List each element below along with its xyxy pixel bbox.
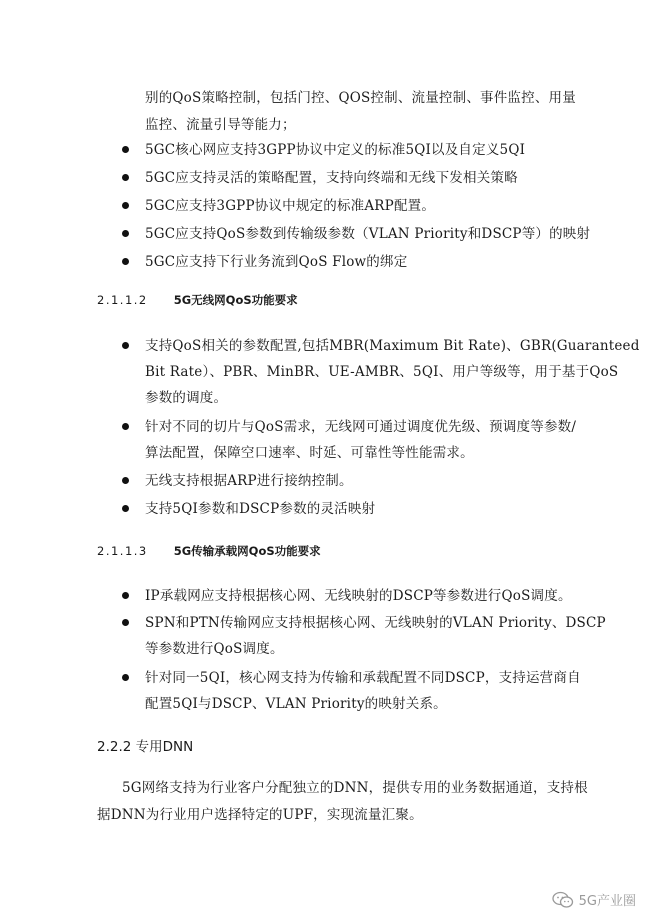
list-item: 支持QoS相关的参数配置,包括MBR(Maximum Bit Rate)、GBR(Guaranteed: [145, 338, 640, 354]
bullet-icon: [122, 674, 129, 681]
bullet-icon: [122, 619, 129, 626]
list-item-cont: 配置5QI与DSCP、VLAN Priority的映射关系。: [145, 696, 447, 712]
list-item: 5GC应支持下行业务流到QoS Flow的绑定: [145, 254, 408, 270]
section-heading: [97, 292, 298, 308]
section-heading: [97, 543, 321, 559]
list-item-cont: Bit Rate）、PBR、MinBR、UE-AMBR、5QI、用户等级等，用于基于QoS: [145, 364, 619, 380]
wechat-icon: [552, 891, 574, 909]
bullet-icon: [122, 505, 129, 512]
bullet-icon: [122, 477, 129, 484]
bullet-icon: [122, 146, 129, 153]
text-line: 别的QoS策略控制，包括门控、QOS控制、流量控制、事件监控、用量: [145, 90, 576, 106]
section-number: 2.1.1.3: [97, 544, 148, 558]
section-title: 5G传输承载网QoS功能要求: [173, 544, 321, 558]
list-item: 支持5QI参数和DSCP参数的灵活映射: [145, 501, 376, 517]
watermark-text: 5G产业圈: [578, 894, 636, 909]
list-item-cont: 等参数进行QoS调度。: [145, 641, 284, 657]
list-item: 5GC应支持QoS参数到传输级参数（VLAN Priority和DSCP等）的映射: [145, 226, 591, 242]
paragraph-line: 据DNN为行业用户选择特定的UPF，实现流量汇聚。: [97, 807, 423, 823]
text-line: 监控、流量引导等能力；: [145, 117, 296, 133]
bullet-icon: [122, 342, 129, 349]
paragraph-line: 5G网络支持为行业客户分配独立的DNN，提供专用的业务数据通道，支持根: [122, 780, 588, 796]
section-title: 5G无线网QoS功能要求: [173, 293, 298, 307]
list-item: 针对同一5QI，核心网支持为传输和承载配置不同DSCP，支持运营商自: [145, 670, 581, 686]
list-item: 5GC应支持3GPP协议中规定的标准ARP配置。: [145, 198, 436, 214]
bullet-icon: [122, 230, 129, 237]
list-item: IP承载网应支持根据核心网、无线映射的DSCP等参数进行QoS调度。: [145, 588, 572, 604]
list-item: 针对不同的切片与QoS需求，无线网可通过调度优先级、预调度等参数/: [145, 419, 577, 435]
list-item-cont: 参数的调度。: [145, 390, 228, 406]
bullet-icon: [122, 202, 129, 209]
list-item-cont: 算法配置，保障空口速率、时延、可靠性等性能需求。: [145, 445, 474, 461]
list-item: 无线支持根据ARP进行接纳控制。: [145, 473, 353, 489]
list-item: 5GC核心网应支持3GPP协议中定义的标准5QI以及自定义5QI: [145, 142, 526, 158]
list-item: 5GC应支持灵活的策略配置，支持向终端和无线下发相关策略: [145, 170, 518, 186]
section-number: 2.1.1.2: [97, 293, 148, 307]
list-item: SPN和PTN传输网应支持根据核心网、无线映射的VLAN Priority、DSCP: [145, 615, 606, 631]
bullet-icon: [122, 258, 129, 265]
bullet-icon: [122, 592, 129, 599]
subsection-heading: 2.2.2 专用DNN: [97, 739, 194, 755]
bullet-icon: [122, 174, 129, 181]
bullet-icon: [122, 423, 129, 430]
watermark: [552, 890, 636, 909]
